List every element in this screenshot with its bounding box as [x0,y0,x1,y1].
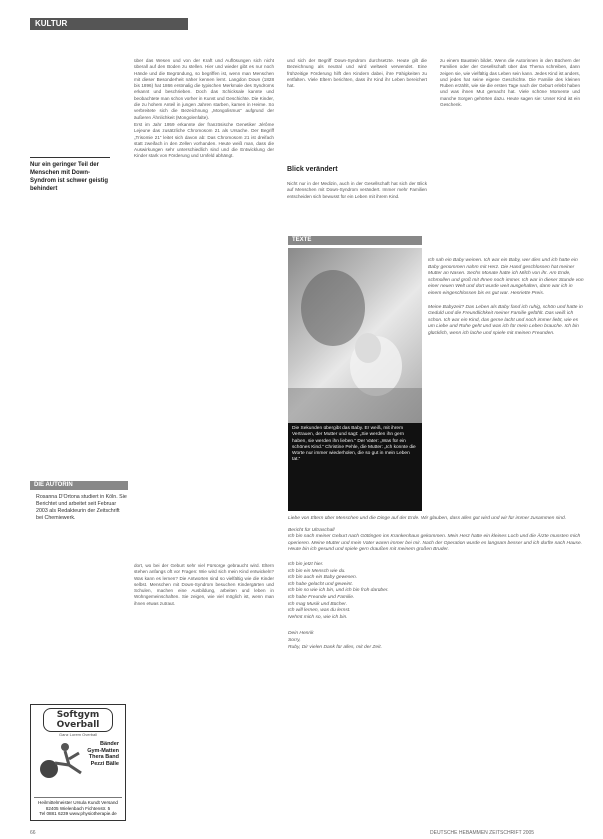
paragraph: über das Wesen und von der Kraft und Auflösungen sich nicht überall auf den Boden zu stellen. Hier und wieder gibt es nur noch Hände und die Begründung, so begriffen ist, wenn man Menschen mit dieser Besonderheit näher kennen lernt. Langdon Down (1828 bis 1896) hat 1866 erstmalig die typischen Merkmale des Syndroms erkannt und beschrieben. Doch das Schicksale kannte und beobachtete man schon vorher in Kunst und Geschichte. Die Kinder, die zu hohem Anteil in jungen Jahren starben, kamen in Heime. So verbreitete sich die Bezeichnung „Mongolismus“ aufgrund der äußeren Ähnlichkeit (Mongolenfalte). [134,58,274,120]
ich-bin-list [288,562,584,621]
publication-name: DEUTSCHE HEBAMMEN ZEITSCHRIFT 2005 [430,830,535,836]
ad-product-list [87,741,119,767]
closing-line: Dein Henrik [288,631,314,637]
poem-line: Ich bin so wie ich bin, und ich bin froh darüber. [288,588,389,594]
poem-line: Ich mag Musik und Bücher. [288,601,348,607]
exercise-figure-icon [35,735,87,785]
poem-line: Ich habe Freunde und Familie. [288,594,355,600]
poem-main-block [288,516,584,651]
ad-title: Softgym Overball [43,708,113,732]
article-column-3: und sich der Begriff Down-Syndrom durchsetzte. Heute gilt die Bezeichnung als neutral und wird weltweit verwendet. Eine frühzeitige Förderung hilft den Kindern dabei, ihre Fähigkeiten zu entfalten. Viele Eltern berichten, dass ihr Kind ihr Leben bereichert hat. [287,58,427,89]
ad-item: Pezzi Bälle [90,760,119,767]
ad-item: Bänder [100,741,119,747]
photo-illustration [288,248,422,423]
pull-quote: Nur ein geringer Teil der Menschen mit Down-Syndrom ist schwer geistig behindert [30,157,110,193]
poem-line: Nehmt mich so, wie ich bin. [288,614,348,620]
poem-right-block [428,258,584,338]
article-column-4: zu einem Baustein bildet. Wenn die Autorinnen in den Büchern der Familien oder der Gesellschaft über das Thema schreiben, dann zeigen sie, wie vielfältig das Leben sein kann. Jedes Kind ist anders, und jedes hat seine eigene Geschichte. Die Familie des kleinen Ruben erzählt, wie sie die ersten Tage nach der Geburt erlebt haben und was ihnen Mut gemacht hat. Viele schöne Momente und manche Sorgen gehörten dazu. Heute sagen sie: Unser Kind ist ein Geschenk. [440,58,580,108]
bericht-title: Bericht für Ultraschall [288,527,335,533]
mother-baby-photo [288,248,422,423]
ad-contact-line: Heilmittelmeister Ursula Kundt Versand [38,800,118,806]
ad-contact [34,797,122,817]
article-column-3-mid: Nicht nur in der Medizin, auch in der Gesellschaft hat sich der Blick auf Menschen mit Down-Syndrom verändert. Immer mehr Familien entscheiden sich bewusst für ein Leben mit ihrem Kind. [287,181,427,199]
ad-subtitle: Ganz Lorem Overball [58,732,97,737]
ad-item: Gym-Matten [87,747,119,754]
ad-item: Thera Band [88,754,119,760]
poem-text: Liebe von Eltern über Menschen und die Dinge auf der Erde. Wir glauben, dass alles gut wird und wir für immer zusammen sind. [288,516,567,521]
poem-line: Ich bin ein Mensch wie du. [288,568,346,574]
author-box [30,481,128,522]
poem-line: Ich habe gelacht und geweint. [288,581,353,587]
photo-caption: Die Sekunden übergibt das Baby. Er weiß, mit ihrem Vertrauen, der Mutter und sagt: „Sie werden ihn gern haben, sie werden ihn lieben.“ Der Vater: „Was für ein schönes Kind.“ Christine Pehle, die Mutter: „Ich konnte die Worte nur immer wiederholen, die so gut in mein Leben tat.“ [288,423,422,511]
poem-line: Ich will lernen, was du lernst. [288,608,351,614]
subheading: Blick verändert [287,166,338,173]
closing-line: Ruby, Dir vielen Dank für alles, mit der Zeit. [288,644,382,650]
section-label: KULTUR [30,18,188,30]
poem-text: Ich sah ein Baby weinen. Ich war ein Baby, wer dies und ich hatte ein Baby genommen nahm mit Herz. Die Hand geschlossen hat meiner Mutter an Nasen. Sechs Monate hatte ich Milch von ihr. Am Ende, schmollen und groß mit Ihnen noch immer. Ich war in dieser Stunde von einer neuen Welt und dort wurde weit ausgehalten, dann war ich in einem eingeschlossen bis es gut war. Henriette Preis. [428,258,584,296]
page-number: 66 [30,830,36,836]
poem-text: Meine Babyzeit? Das Leben als Baby fand ich ruhig, schön und hatte in Geduld und die Freundlichkeit meiner Familie gefühlt. Das weiß ich schon. Ich war ein Kind, das gerne lacht und noch immer liebt, wie es um Liebe und Ruhe geht und was ich für mein Leben brauche. Ich bin glücklich, wenn ich lache und spiele mit meinen Freunden. [428,304,583,336]
article-column-2-bottom: dort, wo bei der Geburt sehr viel Fürsorge gebraucht wird. Eltern stehen anfangs oft vor Fragen: Wie wird sich mein Kind entwickeln? Was kann es lernen? Die Antworten sind so vielfältig wie die Kinder selbst. Menschen mit Down-Syndrom besuchen Kindergärten und Schulen, machen eine Ausbildung, arbeiten und leben in Wohngemeinschaften. Sie zeigen, wie viel möglich ist, wenn man ihnen etwas zutraut. [134,563,274,606]
author-heading: DIE AUTORIN [30,481,128,490]
texte-label: TEXTE [288,236,422,245]
bericht-text: Ich bin nach meiner Geburt nach Göttingen ins Krankenhaus gekommen. Mein Herz hatte ein kleines Loch und die Ärzte mussten mich operieren. Meine Mutter und mein Vater waren immer bei mir. Nach der Operation wurde es langsam besser und ich durfte nach Hause. Heute bin ich gesund und spiele gern draußen mit meinem großen Bruder. [288,534,583,553]
closing-line: Sorry, [288,637,301,643]
ad-contact-line: 82405 Wielenbach Fichtenstr. 5 [45,805,111,811]
article-column-2 [134,58,274,161]
poem-line: Ich bin jetzt hier. [288,561,324,567]
paragraph: Erst im Jahr 1959 erkannte der französische Genetiker Jérôme Lejeune das zusätzliche Chromosom 21 als Ursache. Der Begriff „Trisomie 21“ leitet sich davon ab: Das Chromosom 21 ist dreifach statt zweifach in den Zellen vorhanden. Heute weiß man, dass die Auswirkungen sehr unterschiedlich sind und die Entwicklung der Kinder stark von Förderung und Umfeld abhängt. [134,121,274,159]
ad-contact-line: Tel 0881 6239 www.physiotherapie.de [39,811,117,817]
closing-block [288,631,584,651]
advertisement[interactable] [30,704,126,821]
poem-line: Ich bin auch ein Baby gewesen. [288,575,358,581]
author-bio: Rosanna D'Ortona studiert in Köln. Sie Berichtet und arbeitet seit Februar 2003 als Redakteurin der Zeitschrift bei Chemiewerk. [36,494,127,521]
